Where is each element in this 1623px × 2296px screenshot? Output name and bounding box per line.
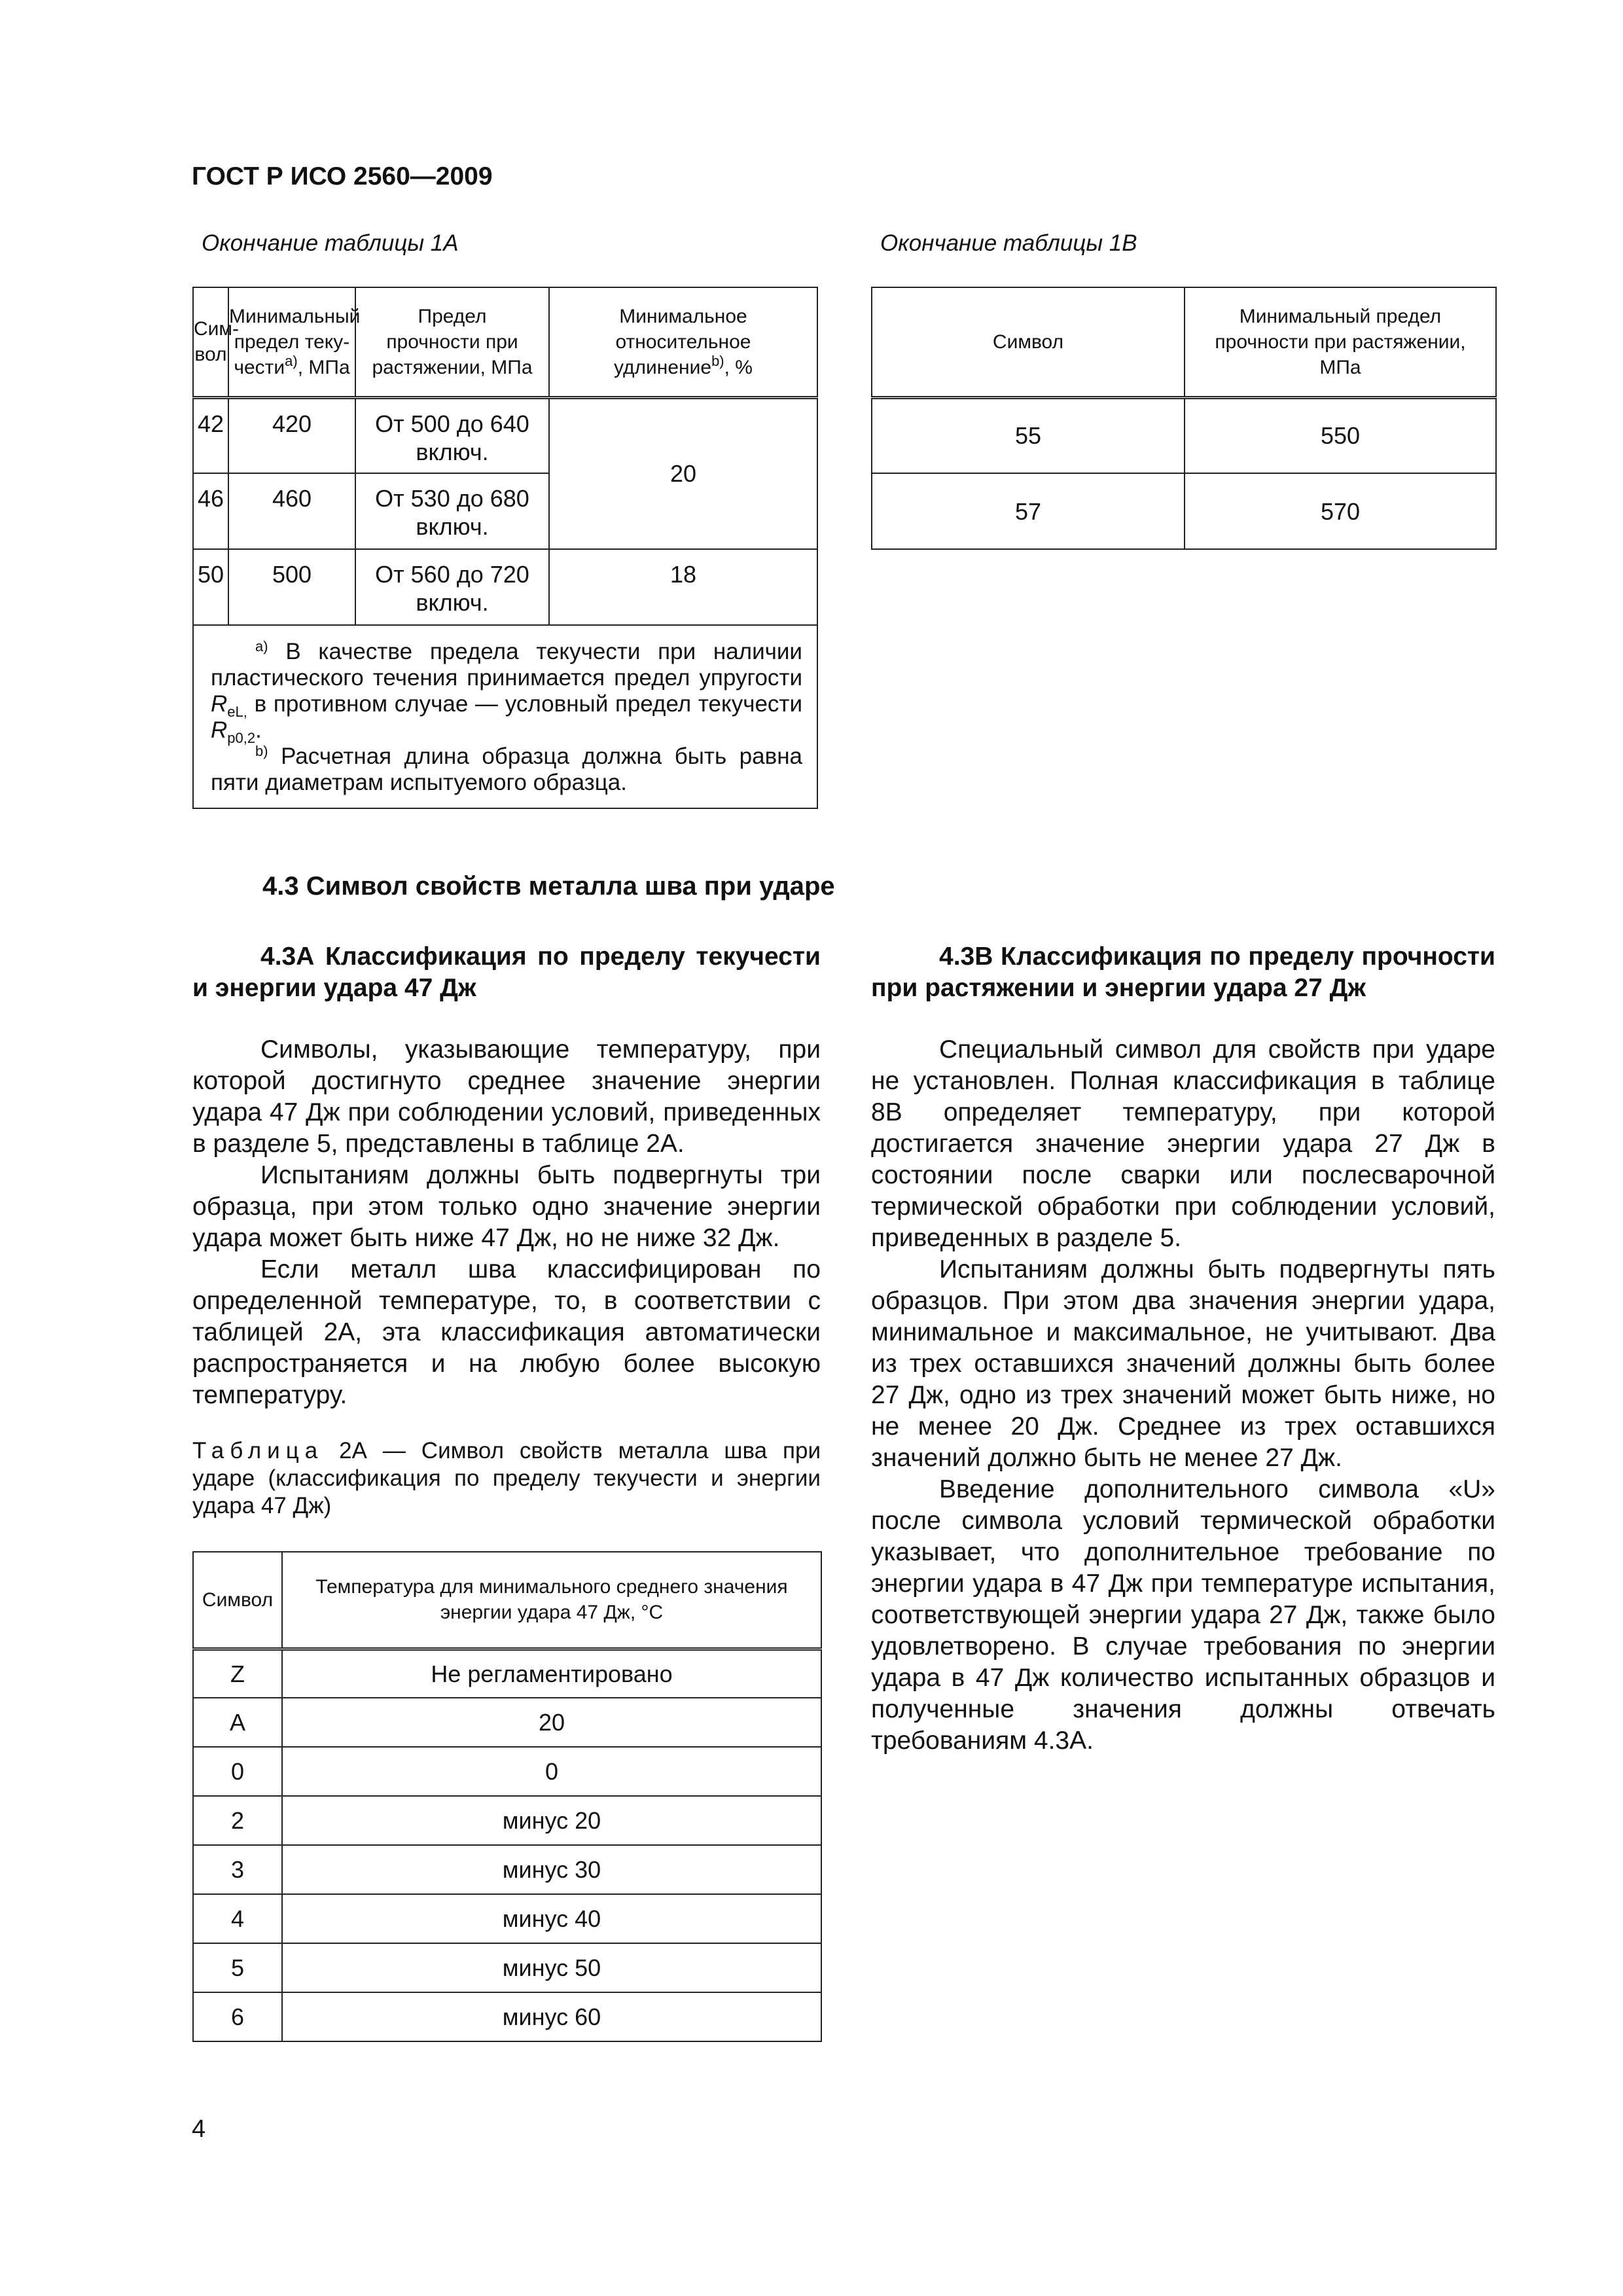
row-symbol: 42 [193,397,228,473]
row-symbol: 4 [193,1894,282,1943]
table-1a-caption: Окончание таблицы 1А [202,230,459,256]
row-symbol: 5 [193,1943,282,1992]
row-symbol: 6 [193,1992,282,2041]
row-elongation: 18 [549,549,817,625]
row-temperature: минус 20 [282,1796,821,1845]
table-row [193,1845,821,1894]
table-1a [192,287,818,809]
row-temperature: 0 [282,1747,821,1796]
row-symbol: 3 [193,1845,282,1894]
row-tensile: От 500 до 640 включ. [355,397,549,473]
footnote-a: $^{a)}$ В качестве предела текучести при наличии пластического течения принимается предел упругости $R_{eL,}$ в противном случае — условный предел текучести $R_{p0,2}$. [211,638,802,746]
table-1a-footnotes [193,625,817,808]
row-temperature: минус 50 [282,1943,821,1992]
header-elongation: Минимальное относительное удлинение$^{b)}$, % [549,287,817,397]
table-2a-caption: Таблица 2А — Символ свойств металла шва при ударе (классификация по пределу текучести и энергии удара 47 Дж) [192,1438,821,1518]
table-row [193,549,817,625]
table-row [193,1992,821,2041]
row-tensile: От 560 до 720 включ. [355,549,549,625]
table-2a [192,1551,822,2042]
row-temperature: 20 [282,1698,821,1747]
table-row [193,1698,821,1747]
left-column [192,941,821,1520]
table-row [193,1747,821,1796]
header-tensile: Предел прочности при растяжении, МПа [355,287,549,397]
section-4-3a-paragraph-1: Символы, указывающие температуру, при которой достигнуто среднее значение энергии удара 47 Дж при соблюдении условий, приведенных в разделе 5, представлены в таблице 2А. [192,1035,821,1158]
document-title: ГОСТ Р ИСО 2560—2009 [192,162,493,190]
row-temperature: минус 30 [282,1845,821,1894]
header-tensile: Минимальный предел прочности при растяжении, МПа [1185,287,1496,397]
table-row [193,1649,821,1698]
footnote-b: $^{b)}$ Расчетная длина образца должна быть равна пяти диаметрам испытуемого образца. [211,743,802,795]
row-temperature: Не регламентировано [282,1649,821,1698]
row-yield: 460 [228,473,355,549]
row-symbol: 2 [193,1796,282,1845]
section-4-3b-heading: 4.3В Классификация по пределу прочности при растяжении и энергии удара 27 Дж [871,942,1495,1002]
section-4-3-heading: 4.3 Символ свойств металла шва при ударе [262,872,835,901]
section-4-3b-paragraph-2: Испытаниям должны быть подвергнуты пять образцов. При этом два значения энергии удара, минимальное и максимальное, не учитывают. Два из трех оставшихся значений должны быть более 27 Дж, одно из трех значений может быть ниже, но не менее 20 Дж. Среднее из трех оставшихся значений должно быть не менее 27 Дж. [871,1255,1495,1472]
header-yield: Минимальный предел теку- чести$^{a)}$, МПа [228,287,355,397]
table-row [193,397,817,473]
row-yield: 500 [228,549,355,625]
row-symbol: A [193,1698,282,1747]
table-row [193,1943,821,1992]
row-yield: 420 [228,397,355,473]
table-row [872,473,1496,549]
row-symbol: 55 [872,397,1185,473]
row-symbol: 0 [193,1747,282,1796]
section-4-3b-paragraph-3: Введение дополнительного символа «U» после символа условий термической обработки указывает, что дополнительное требование по энергии удара в 47 Дж при температуре испытания, соответствующей энергии удара 27 Дж, также было удовлетворено. В случае требования по энергии удара в 47 Дж количество испытанных образцов и полученные значения должны отвечать требованиям 4.3А. [871,1475,1495,1755]
section-4-3b-paragraph-1: Специальный символ для свойств при ударе не установлен. Полная классификация в таблице 8В определяет температуру, при которой достигается значение энергии удара 27 Дж в состоянии после сварки или послесварочной термической обработки при соблюдении условий, приведенных в разделе 5. [871,1035,1495,1252]
table-row [872,397,1496,473]
table-1a-footnotes-row [193,625,817,808]
row-elongation: 20 [549,397,817,549]
right-column [871,941,1495,1757]
row-temperature: минус 60 [282,1992,821,2041]
page-number: 4 [192,2115,206,2143]
table-2a-header-row [193,1552,821,1649]
table-row [193,1894,821,1943]
section-4-3a-paragraph-2: Испытаниям должны быть подвергнуты три образца, при этом только одно значение энергии удара может быть ниже 47 Дж, но не ниже 32 Дж. [192,1161,821,1252]
header-symbol: Символ [193,1552,282,1649]
table-row [193,1796,821,1845]
row-symbol: 46 [193,473,228,549]
section-4-3a-paragraph-3: Если металл шва классифицирован по определенной температуре, то, в соответствии с таблицей 2А, эта классификация автоматически распространяется и на любую более высокую температуру. [192,1255,821,1409]
row-tensile: От 530 до 680 включ. [355,473,549,549]
row-symbol: 57 [872,473,1185,549]
table-1b-caption: Окончание таблицы 1В [880,230,1137,256]
table-1b-header-row [872,287,1496,397]
header-symbol: Сим- вол [193,287,228,397]
table-1a-header-row [193,287,817,397]
row-symbol: Z [193,1649,282,1698]
section-4-3a-heading: 4.3А Классификация по пределу текучести и энергии удара 47 Дж [192,942,821,1002]
table-1b [871,287,1497,550]
row-value: 570 [1185,473,1496,549]
row-temperature: минус 40 [282,1894,821,1943]
row-value: 550 [1185,397,1496,473]
header-symbol: Символ [872,287,1185,397]
header-temperature: Температура для минимального среднего значения энергии удара 47 Дж, °С [282,1552,821,1649]
row-symbol: 50 [193,549,228,625]
